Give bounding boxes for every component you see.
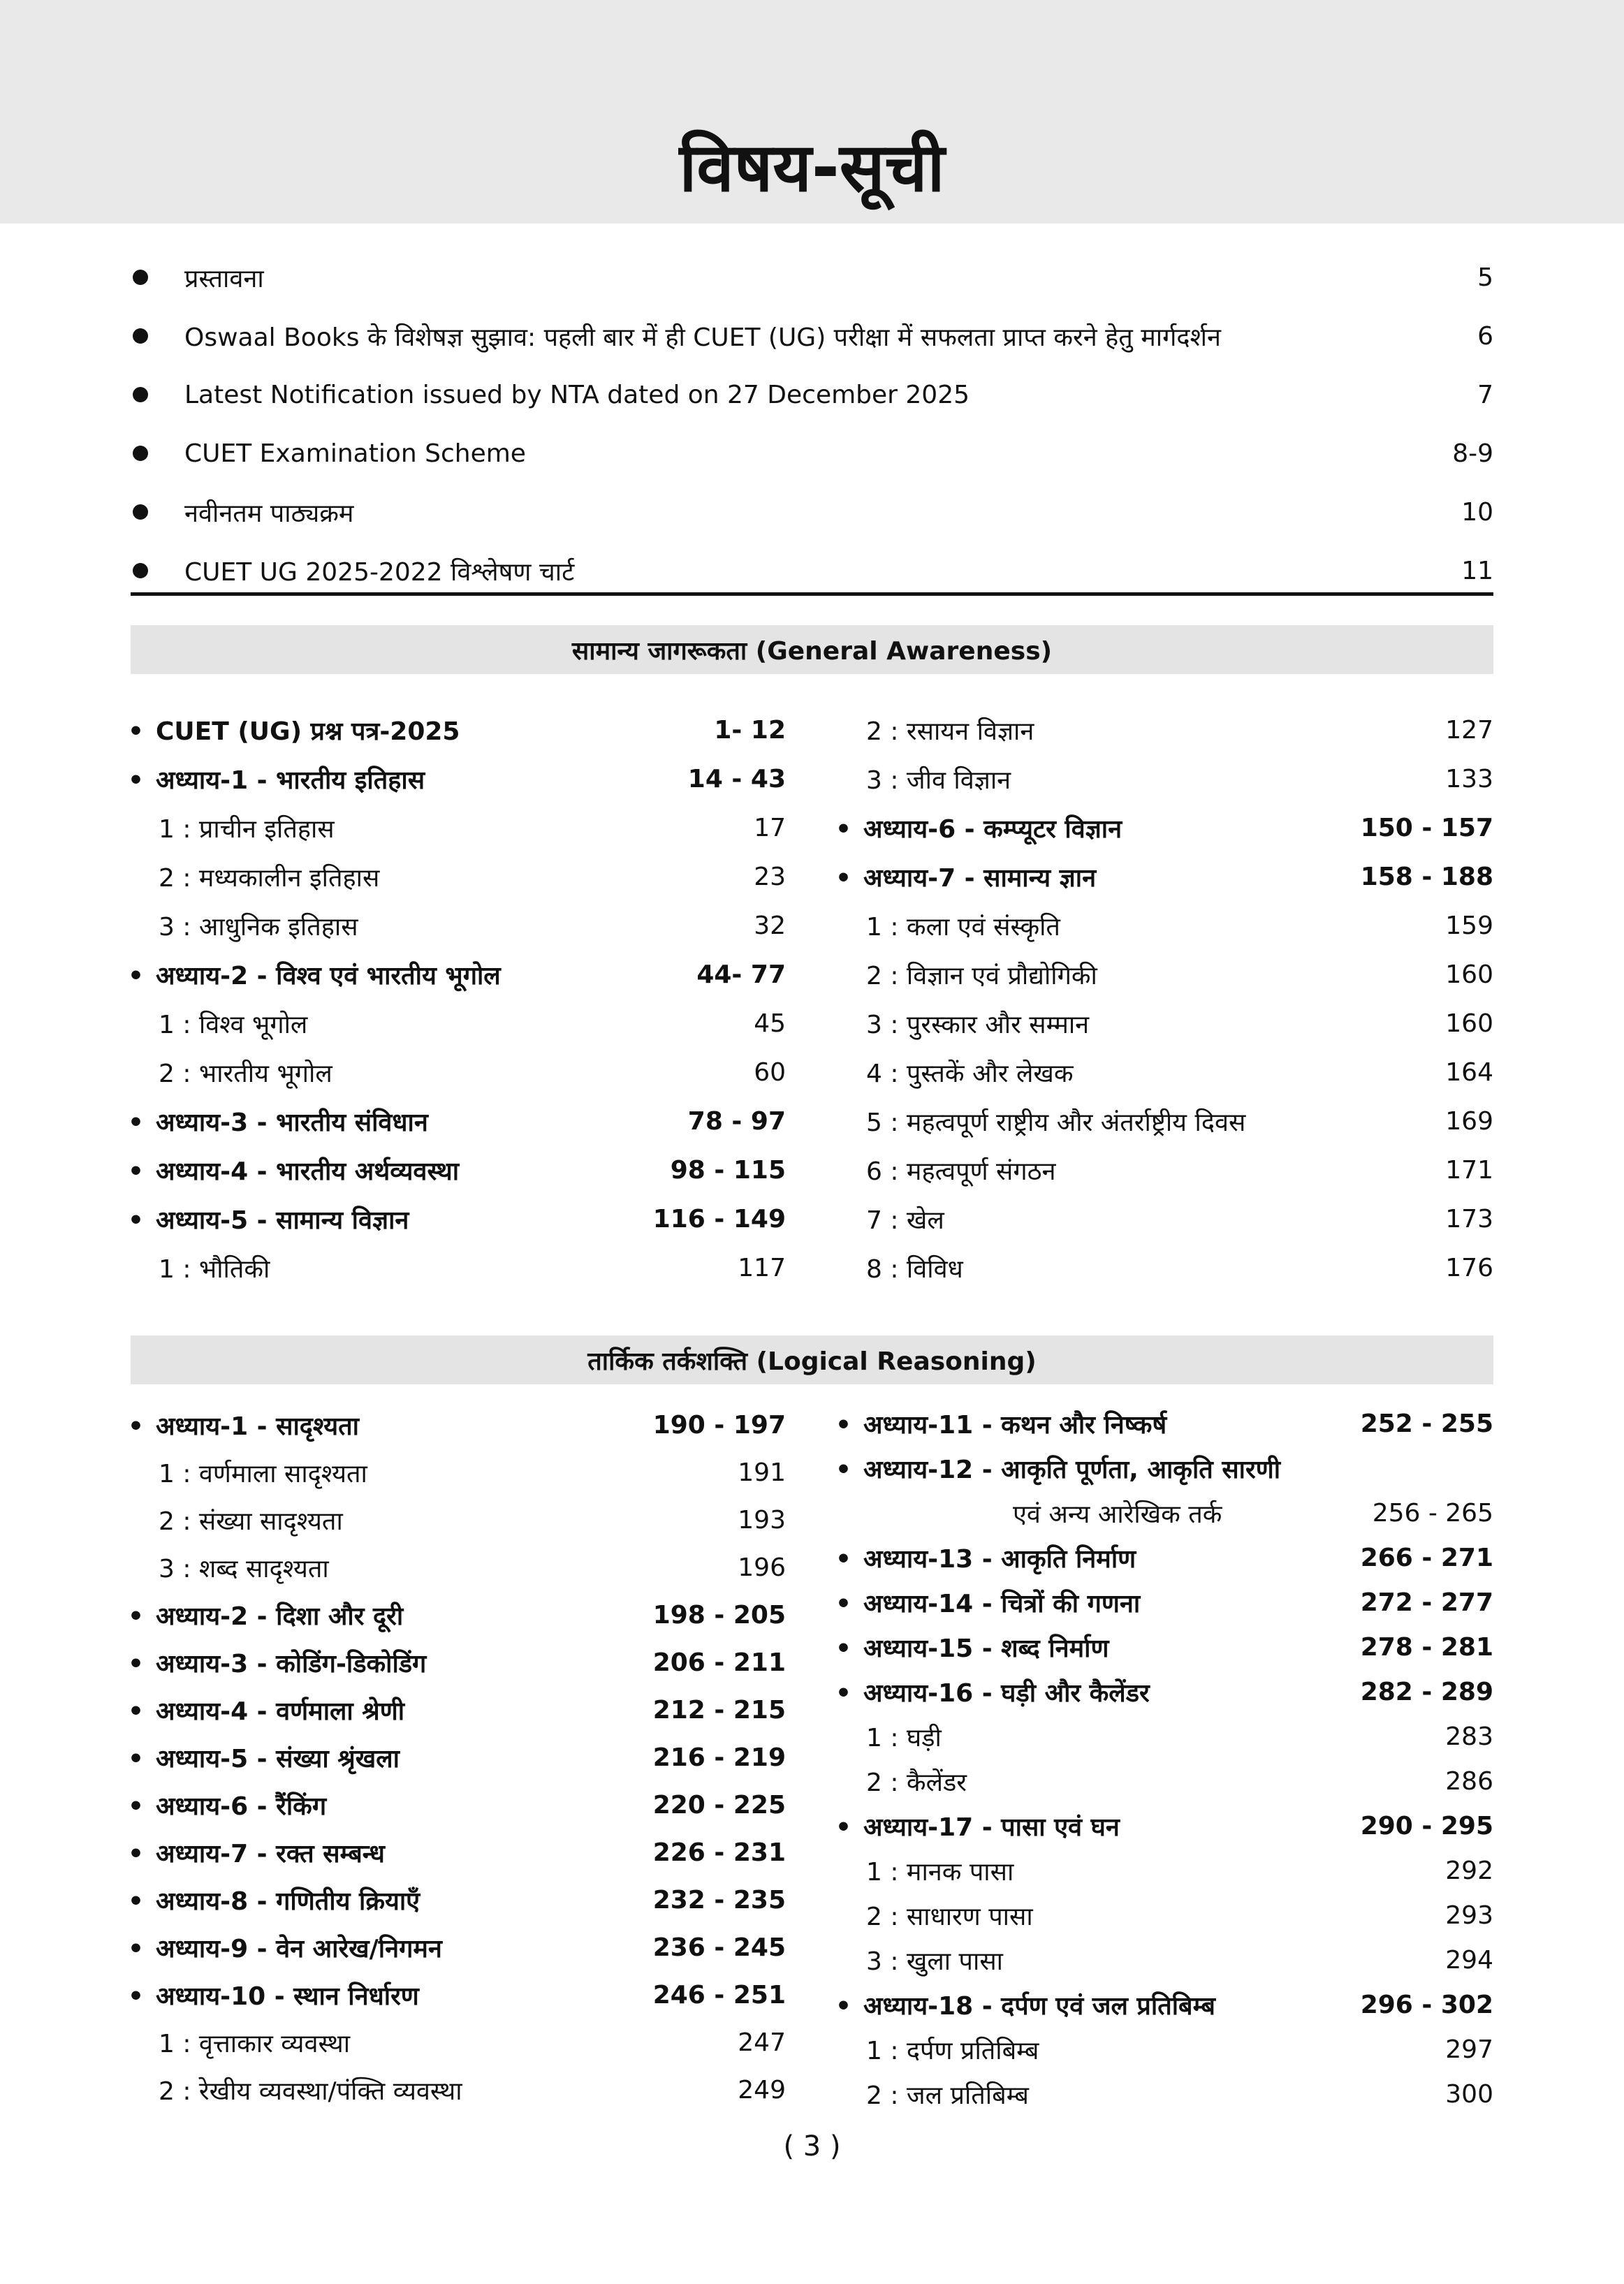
toc-entry-title: • अध्याय-8 - गणितीय क्रियाएँ bbox=[131, 1883, 653, 1917]
bullet-icon bbox=[133, 328, 148, 344]
section-general-awareness-right-column bbox=[838, 705, 1493, 1292]
toc-entry-title: • CUET (UG) प्रश्न पत्र-2025 bbox=[131, 713, 714, 747]
toc-entry-page: 158 - 188 bbox=[1360, 862, 1493, 891]
front-matter-item[interactable] bbox=[133, 483, 1493, 541]
toc-subtopic-row[interactable] bbox=[838, 2027, 1493, 2072]
toc-entry-title: • अध्याय-10 - स्थान निर्धारण bbox=[131, 1978, 653, 2012]
toc-entry-page: 190 - 197 bbox=[652, 1410, 786, 1440]
toc-entry-page: 292 bbox=[1445, 1856, 1493, 1885]
toc-chapter-row[interactable] bbox=[131, 950, 786, 999]
toc-entry-page: 212 - 215 bbox=[652, 1695, 786, 1725]
toc-entry-title: 4 : पुस्तकें और लेखक bbox=[866, 1059, 1074, 1088]
toc-subtopic-row[interactable] bbox=[131, 2019, 786, 2066]
toc-subtopic-row[interactable] bbox=[838, 1714, 1493, 1759]
front-matter-item[interactable] bbox=[133, 424, 1493, 483]
toc-entry-title: • अध्याय-4 - भारतीय अर्थव्यवस्था bbox=[131, 1153, 671, 1187]
toc-subtopic-row[interactable] bbox=[131, 1243, 786, 1292]
toc-chapter-row[interactable] bbox=[838, 1580, 1493, 1625]
toc-entry-page: 98 - 115 bbox=[670, 1155, 786, 1185]
bullet-icon bbox=[133, 563, 148, 578]
toc-chapter-row[interactable] bbox=[131, 1145, 786, 1194]
toc-chapter-row[interactable] bbox=[838, 1401, 1493, 1446]
toc-entry-page: 45 bbox=[754, 1009, 786, 1038]
toc-entry-title: 2 : कैलेंडर bbox=[866, 1768, 967, 1797]
toc-entry-page: 206 - 211 bbox=[652, 1648, 786, 1677]
front-matter-text: नवीनतम पाठ्यक्रम bbox=[184, 499, 354, 528]
toc-chapter-row[interactable] bbox=[131, 1401, 786, 1449]
toc-chapter-row[interactable] bbox=[838, 1446, 1493, 1491]
front-matter-text: CUET Examination Scheme bbox=[184, 439, 526, 468]
toc-entry-page: 216 - 219 bbox=[652, 1743, 786, 1772]
toc-entry-title: • अध्याय-1 - सादृश्यता bbox=[131, 1408, 653, 1442]
toc-chapter-row[interactable] bbox=[838, 852, 1493, 901]
toc-chapter-row[interactable] bbox=[131, 754, 786, 803]
toc-chapter-row[interactable] bbox=[131, 1829, 786, 1876]
toc-entry-page: 272 - 277 bbox=[1360, 1588, 1493, 1617]
toc-entry-title: • अध्याय-1 - भारतीय इतिहास bbox=[131, 762, 688, 796]
toc-entry-page: 278 - 281 bbox=[1360, 1632, 1493, 1662]
toc-entry-page: 296 - 302 bbox=[1360, 1990, 1493, 2019]
toc-subtopic-row[interactable] bbox=[131, 1449, 786, 1496]
toc-subtopic-row[interactable] bbox=[838, 999, 1493, 1048]
toc-subtopic-row[interactable] bbox=[838, 1491, 1493, 1535]
front-matter-item[interactable] bbox=[133, 248, 1493, 307]
toc-entry-title: 6 : महत्वपूर्ण संगठन bbox=[866, 1157, 1056, 1186]
front-matter-item[interactable] bbox=[133, 541, 1493, 600]
toc-chapter-row[interactable] bbox=[131, 1734, 786, 1781]
toc-subtopic-row[interactable] bbox=[131, 803, 786, 852]
toc-subtopic-row[interactable] bbox=[131, 1048, 786, 1097]
toc-entry-title: एवं अन्य आरेखिक तर्क bbox=[1013, 1500, 1222, 1529]
toc-entry-title: • अध्याय-18 - दर्पण एवं जल प्रतिबिम्ब bbox=[838, 1988, 1361, 2022]
toc-subtopic-row[interactable] bbox=[838, 1759, 1493, 1803]
toc-subtopic-row[interactable] bbox=[838, 1097, 1493, 1145]
toc-entry-page: 23 bbox=[754, 862, 786, 891]
toc-entry-title: • अध्याय-11 - कथन और निष्कर्ष bbox=[838, 1407, 1361, 1441]
toc-entry-title: • अध्याय-15 - शब्द निर्माण bbox=[838, 1630, 1361, 1664]
toc-entry-title: • अध्याय-4 - वर्णमाला श्रेणी bbox=[131, 1693, 653, 1727]
toc-entry-page: 286 bbox=[1445, 1766, 1493, 1796]
toc-entry-title: 1 : वृत्ताकार व्यवस्था bbox=[159, 2029, 351, 2058]
toc-entry-title: • अध्याय-17 - पासा एवं घन bbox=[838, 1809, 1361, 1843]
front-matter-page: 5 bbox=[1477, 263, 1493, 292]
front-matter-item[interactable] bbox=[133, 365, 1493, 424]
toc-entry-title: • अध्याय-9 - वेन आरेख/निगमन bbox=[131, 1931, 653, 1965]
toc-subtopic-row[interactable] bbox=[131, 2066, 786, 2114]
toc-entry-page: 32 bbox=[754, 911, 786, 940]
toc-entry-title: 1 : दर्पण प्रतिबिम्ब bbox=[866, 2036, 1039, 2065]
toc-chapter-row[interactable] bbox=[838, 1535, 1493, 1580]
toc-entry-page: 246 - 251 bbox=[652, 1980, 786, 2010]
toc-entry-page: 133 bbox=[1445, 764, 1493, 793]
toc-entry-page: 226 - 231 bbox=[652, 1838, 786, 1867]
section-general-awareness-left-column bbox=[131, 705, 786, 1292]
front-matter-text: Oswaal Books के विशेषज्ञ सुझाव: पहली बार में ही CUET (UG) परीक्षा में सफलता प्राप्त करने हेतु मार्गदर्शन bbox=[184, 323, 1221, 352]
bullet-icon bbox=[133, 387, 148, 402]
toc-entry-title: • अध्याय-6 - रैंकिंग bbox=[131, 1788, 653, 1822]
toc-entry-page: 117 bbox=[738, 1253, 786, 1282]
toc-subtopic-row[interactable] bbox=[838, 705, 1493, 754]
toc-entry-title: 1 : घड़ी bbox=[866, 1723, 942, 1752]
toc-entry-page: 116 - 149 bbox=[652, 1204, 786, 1233]
toc-entry-title: 2 : भारतीय भूगोल bbox=[159, 1059, 332, 1088]
toc-entry-page: 150 - 157 bbox=[1360, 813, 1493, 842]
toc-entry-title: 1 : भौतिकी bbox=[159, 1254, 270, 1284]
toc-subtopic-row[interactable] bbox=[838, 754, 1493, 803]
toc-entry-page: 176 bbox=[1445, 1253, 1493, 1282]
section-heading-general-awareness: सामान्य जागरूकता (General Awareness) bbox=[131, 625, 1493, 674]
toc-entry-title: • अध्याय-14 - चित्रों की गणना bbox=[838, 1586, 1361, 1620]
toc-entry-title: 3 : पुरस्कार और सम्मान bbox=[866, 1010, 1090, 1039]
toc-entry-page: 297 bbox=[1445, 2035, 1493, 2064]
toc-entry-page: 282 - 289 bbox=[1360, 1677, 1493, 1706]
bullet-icon bbox=[133, 446, 148, 461]
toc-entry-page: 290 - 295 bbox=[1360, 1811, 1493, 1840]
toc-entry-title: • अध्याय-13 - आकृति निर्माण bbox=[838, 1541, 1361, 1575]
toc-entry-page: 294 bbox=[1445, 1945, 1493, 1975]
toc-entry-title: • अध्याय-5 - सामान्य विज्ञान bbox=[131, 1202, 653, 1236]
toc-entry-page: 283 bbox=[1445, 1722, 1493, 1751]
toc-entry-page: 198 - 205 bbox=[652, 1600, 786, 1630]
toc-entry-page: 193 bbox=[738, 1505, 786, 1535]
toc-entry-page: 232 - 235 bbox=[652, 1885, 786, 1915]
toc-entry-page: 196 bbox=[738, 1553, 786, 1582]
toc-subtopic-row[interactable] bbox=[838, 950, 1493, 999]
toc-entry-page: 249 bbox=[738, 2075, 786, 2104]
toc-chapter-row[interactable] bbox=[131, 1097, 786, 1145]
toc-entry-page: 256 - 265 bbox=[1372, 1498, 1493, 1528]
toc-chapter-row[interactable] bbox=[131, 1876, 786, 1924]
toc-entry-page: 293 bbox=[1445, 1901, 1493, 1930]
toc-entry-title: 1 : वर्णमाला सादृश्यता bbox=[159, 1459, 367, 1488]
toc-entry-page: 60 bbox=[754, 1057, 786, 1087]
toc-entry-title: 7 : खेल bbox=[866, 1206, 944, 1235]
front-matter-page: 7 bbox=[1477, 380, 1493, 409]
toc-chapter-row[interactable] bbox=[131, 1971, 786, 2019]
toc-chapter-row[interactable] bbox=[131, 1924, 786, 1971]
toc-entry-title: • अध्याय-16 - घड़ी और कैलेंडर bbox=[838, 1675, 1361, 1709]
bullet-icon bbox=[133, 270, 148, 285]
toc-chapter-row[interactable] bbox=[131, 1194, 786, 1243]
toc-entry-page: 247 bbox=[738, 2028, 786, 2057]
toc-entry-page: 78 - 97 bbox=[687, 1106, 786, 1136]
toc-subtopic-row[interactable] bbox=[838, 1243, 1493, 1292]
front-matter-text: CUET UG 2025-2022 विश्लेषण चार्ट bbox=[184, 557, 575, 587]
toc-chapter-row[interactable] bbox=[838, 803, 1493, 852]
toc-entry-page: 1- 12 bbox=[714, 715, 786, 745]
toc-entry-title: • अध्याय-7 - रक्त सम्बन्ध bbox=[131, 1836, 653, 1870]
toc-entry-page: 159 bbox=[1445, 911, 1493, 940]
toc-entry-page: 127 bbox=[1445, 715, 1493, 745]
toc-entry-title: 3 : शब्द सादृश्यता bbox=[159, 1554, 329, 1583]
front-matter-list bbox=[133, 248, 1493, 600]
toc-entry-title: 1 : मानक पासा bbox=[866, 1857, 1014, 1887]
toc-subtopic-row[interactable] bbox=[838, 1938, 1493, 1982]
toc-chapter-row[interactable] bbox=[131, 1686, 786, 1734]
toc-entry-title: 2 : संख्या सादृश्यता bbox=[159, 1507, 343, 1536]
toc-subtopic-row[interactable] bbox=[838, 901, 1493, 950]
toc-entry-title: • अध्याय-6 - कम्प्यूटर विज्ञान bbox=[838, 811, 1361, 845]
toc-entry-page: 160 bbox=[1445, 1009, 1493, 1038]
front-matter-text: Latest Notification issued by NTA dated on 27 December 2025 bbox=[184, 380, 970, 409]
toc-chapter-row[interactable] bbox=[838, 1803, 1493, 1848]
front-matter-text: प्रस्तावना bbox=[184, 264, 264, 293]
toc-subtopic-row[interactable] bbox=[131, 999, 786, 1048]
front-matter-page: 8-9 bbox=[1452, 439, 1493, 468]
toc-entry-title: 2 : मध्यकालीन इतिहास bbox=[159, 863, 380, 893]
toc-entry-page: 236 - 245 bbox=[652, 1933, 786, 1962]
toc-entry-page: 171 bbox=[1445, 1155, 1493, 1185]
toc-subtopic-row[interactable] bbox=[131, 1496, 786, 1544]
toc-entry-title: 2 : रसायन विज्ञान bbox=[866, 717, 1034, 746]
toc-subtopic-row[interactable] bbox=[131, 901, 786, 950]
front-matter-page: 10 bbox=[1461, 497, 1493, 527]
toc-chapter-row[interactable] bbox=[131, 1591, 786, 1639]
toc-chapter-row[interactable] bbox=[131, 1639, 786, 1686]
toc-entry-page: 169 bbox=[1445, 1106, 1493, 1136]
toc-entry-title: • अध्याय-2 - दिशा और दूरी bbox=[131, 1598, 653, 1632]
front-matter-item[interactable] bbox=[133, 307, 1493, 365]
toc-entry-title: 8 : विविध bbox=[866, 1254, 963, 1284]
toc-entry-page: 220 - 225 bbox=[652, 1790, 786, 1820]
divider bbox=[131, 592, 1493, 596]
toc-entry-title: 2 : साधारण पासा bbox=[866, 1902, 1033, 1931]
toc-entry-title: 1 : प्राचीन इतिहास bbox=[159, 814, 335, 844]
section-heading-logical-reasoning: तार्किक तर्कशक्ति (Logical Reasoning) bbox=[131, 1335, 1493, 1384]
toc-chapter-row[interactable] bbox=[838, 1982, 1493, 2027]
toc-entry-page: 191 bbox=[738, 1458, 786, 1487]
toc-entry-title: • अध्याय-3 - कोडिंग-डिकोडिंग bbox=[131, 1646, 653, 1680]
toc-entry-title: 1 : कला एवं संस्कृति bbox=[866, 912, 1060, 942]
toc-entry-page: 164 bbox=[1445, 1057, 1493, 1087]
toc-entry-page: 252 - 255 bbox=[1360, 1409, 1493, 1438]
toc-entry-title: 2 : जल प्रतिबिम्ब bbox=[866, 2081, 1029, 2110]
toc-subtopic-row[interactable] bbox=[131, 852, 786, 901]
toc-subtopic-row[interactable] bbox=[838, 1893, 1493, 1938]
toc-subtopic-row[interactable] bbox=[838, 1145, 1493, 1194]
toc-entry-title: • अध्याय-7 - सामान्य ज्ञान bbox=[838, 860, 1361, 894]
section-logical-reasoning-right-column bbox=[838, 1401, 1493, 2116]
toc-entry-title: 2 : रेखीय व्यवस्था/पंक्ति व्यवस्था bbox=[159, 2077, 462, 2106]
toc-entry-page: 17 bbox=[754, 813, 786, 842]
toc-chapter-row[interactable] bbox=[838, 1625, 1493, 1669]
toc-chapter-row[interactable] bbox=[131, 1781, 786, 1829]
page-number: ( 3 ) bbox=[783, 2130, 841, 2162]
toc-entry-title: 1 : विश्व भूगोल bbox=[159, 1010, 308, 1039]
toc-entry-title: • अध्याय-3 - भारतीय संविधान bbox=[131, 1104, 688, 1139]
toc-entry-page: 266 - 271 bbox=[1360, 1543, 1493, 1572]
toc-entry-page: 300 bbox=[1445, 2079, 1493, 2109]
toc-entry-page: 14 - 43 bbox=[687, 764, 786, 793]
toc-subtopic-row[interactable] bbox=[838, 1048, 1493, 1097]
front-matter-page: 11 bbox=[1461, 556, 1493, 585]
page-title: विषय-सूची bbox=[679, 129, 945, 207]
toc-entry-title: 3 : जीव विज्ञान bbox=[866, 766, 1011, 795]
bullet-icon bbox=[133, 504, 148, 520]
front-matter-page: 6 bbox=[1477, 321, 1493, 351]
toc-chapter-row[interactable] bbox=[131, 705, 786, 754]
toc-subtopic-row[interactable] bbox=[838, 1848, 1493, 1893]
toc-entry-title: 3 : आधुनिक इतिहास bbox=[159, 912, 358, 942]
section-logical-reasoning-left-column bbox=[131, 1401, 786, 2114]
toc-subtopic-row[interactable] bbox=[131, 1544, 786, 1591]
toc-subtopic-row[interactable] bbox=[838, 1194, 1493, 1243]
toc-entry-title: 3 : खुला पासा bbox=[866, 1947, 1003, 1976]
toc-entry-title: • अध्याय-5 - संख्या श्रृंखला bbox=[131, 1741, 653, 1775]
toc-entry-title: 5 : महत्वपूर्ण राष्ट्रीय और अंतर्राष्ट्रीय दिवस bbox=[866, 1108, 1246, 1137]
toc-entry-page: 44- 77 bbox=[696, 960, 786, 989]
toc-entry-title: • अध्याय-2 - विश्व एवं भारतीय भूगोल bbox=[131, 958, 696, 992]
toc-entry-page: 160 bbox=[1445, 960, 1493, 989]
toc-chapter-row[interactable] bbox=[838, 1669, 1493, 1714]
toc-entry-title: • अध्याय-12 - आकृति पूर्णता, आकृति सारणी bbox=[838, 1451, 1493, 1486]
toc-entry-title: 2 : विज्ञान एवं प्रौद्योगिकी bbox=[866, 961, 1097, 990]
toc-entry-page: 173 bbox=[1445, 1204, 1493, 1233]
toc-subtopic-row[interactable] bbox=[838, 2072, 1493, 2116]
